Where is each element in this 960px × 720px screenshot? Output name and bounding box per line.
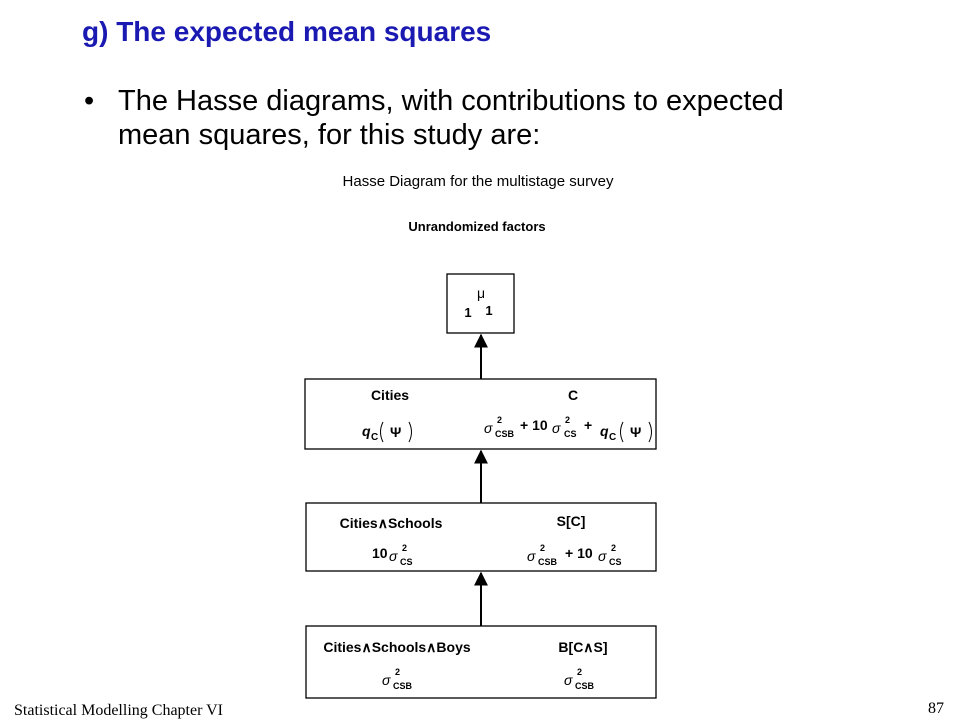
svg-text:σ: σ [484, 420, 493, 436]
svg-text:+: + [584, 417, 593, 433]
footer-course-label: Statistical Modelling Chapter VI [14, 702, 224, 719]
cities-schools-factor-name: Cities∧Schools [339, 515, 443, 531]
cities-schools-boys-node-box [306, 626, 656, 698]
page-number: 87 [928, 700, 944, 717]
svg-text:2: 2 [611, 543, 617, 553]
svg-text:σ: σ [598, 548, 607, 564]
svg-text:CS: CS [400, 557, 413, 567]
svg-text:σ: σ [527, 548, 536, 564]
svg-text:q: q [362, 423, 371, 439]
svg-text:2: 2 [395, 667, 401, 677]
hasse-node-cities [305, 379, 656, 449]
hasse-node-mean [447, 274, 514, 333]
cities-schools-term-label: S[C] [556, 513, 586, 529]
svg-text:CSB: CSB [495, 429, 515, 439]
svg-text:σ: σ [382, 672, 391, 688]
cities-term-label: C [567, 387, 579, 403]
mean-df: 1 [464, 305, 472, 320]
svg-text:CSB: CSB [538, 557, 558, 567]
svg-text:+ 10: + 10 [565, 545, 593, 561]
cities-schools-boys-term-label: B[C∧S] [558, 639, 608, 655]
cities-factor-name: Cities [370, 387, 410, 403]
mean-symbol: μ [476, 285, 486, 301]
svg-text:C: C [609, 432, 617, 443]
hasse-node-cities-schools-boys [306, 626, 656, 698]
cities-schools-boys-factor-name: Cities∧Schools∧Boys [323, 639, 471, 655]
svg-text:2: 2 [402, 543, 408, 553]
svg-text:q: q [600, 423, 609, 439]
diagram-title: Hasse Diagram for the multistage survey [342, 173, 614, 190]
svg-text:2: 2 [565, 415, 571, 425]
svg-text:Ψ: Ψ [630, 424, 642, 440]
svg-text:CSB: CSB [393, 681, 413, 691]
mean-node-box [447, 274, 514, 333]
svg-text:σ: σ [389, 548, 398, 564]
hasse-node-cities-schools [306, 503, 656, 571]
bullet-marker: • [84, 85, 95, 117]
svg-text:CS: CS [564, 429, 577, 439]
slide-heading: g) The expected mean squares [82, 16, 492, 47]
bullet-text: The Hasse diagrams, with contributions to expected mean squares, for this study are: [118, 85, 784, 151]
svg-text:2: 2 [540, 543, 546, 553]
svg-text:2: 2 [577, 667, 583, 677]
svg-text:CSB: CSB [575, 681, 595, 691]
svg-text:Ψ: Ψ [390, 424, 402, 440]
svg-text:2: 2 [497, 415, 503, 425]
svg-text:10: 10 [372, 545, 388, 561]
svg-text:σ: σ [564, 672, 573, 688]
diagram-subtitle: Unrandomized factors [408, 219, 546, 234]
mean-contribution: 1 [485, 303, 493, 318]
svg-text:CS: CS [609, 557, 622, 567]
svg-text:σ: σ [552, 420, 561, 436]
svg-text:+ 10: + 10 [520, 417, 548, 433]
svg-text:C: C [371, 432, 379, 443]
